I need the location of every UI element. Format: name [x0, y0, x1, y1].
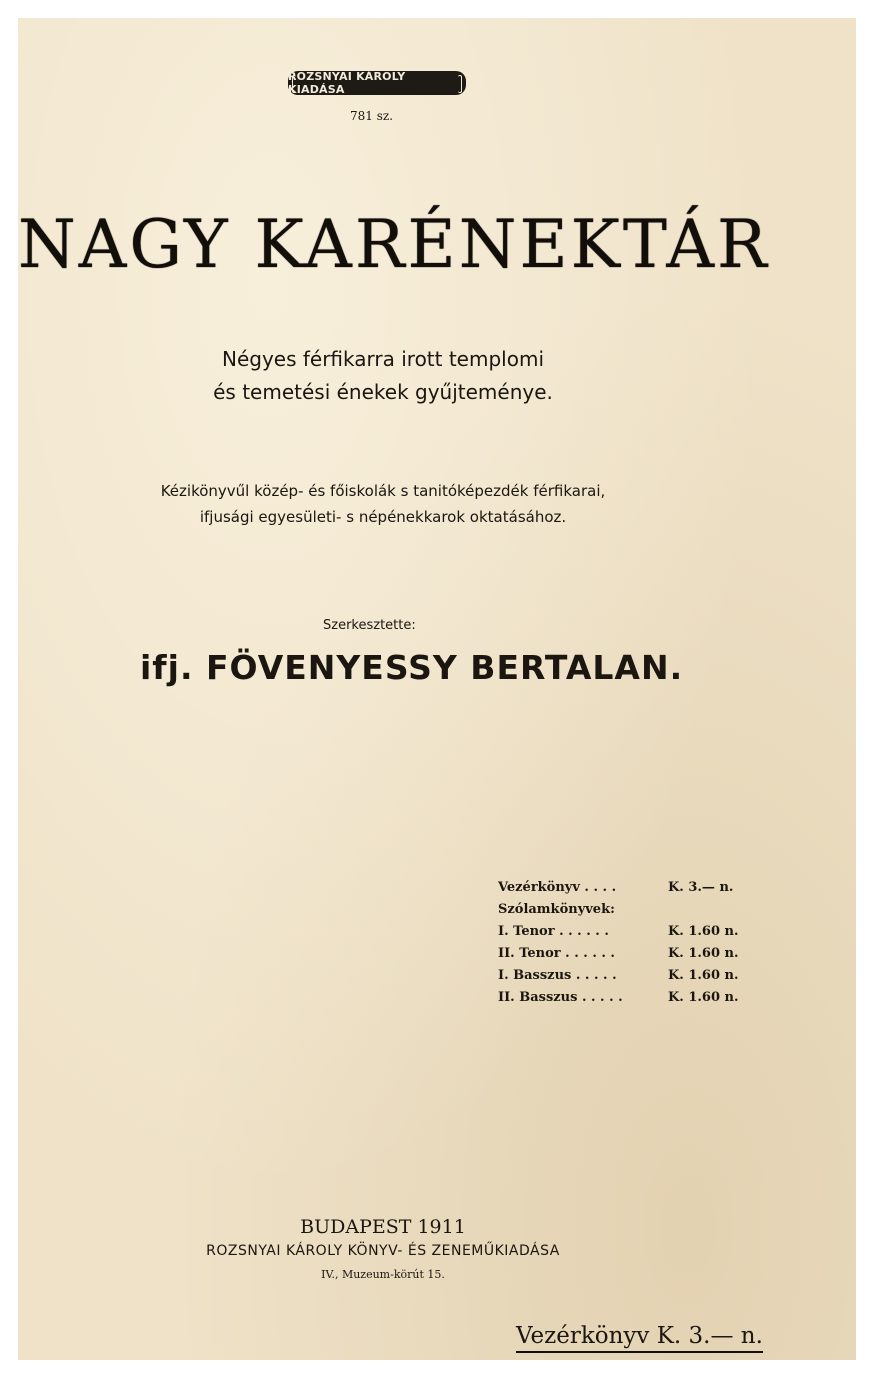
title-page: [18, 18, 856, 1360]
price-label: I. Tenor . . . . . .: [498, 923, 609, 939]
price-row: [498, 920, 748, 942]
price-value: K. 1.60 n.: [668, 923, 739, 939]
price-value: K. 1.60 n.: [668, 989, 739, 1005]
price-row: [498, 898, 748, 920]
imprint-city-year: BUDAPEST 1911: [300, 1216, 466, 1238]
price-label: I. Basszus . . . . .: [498, 967, 617, 983]
description: [18, 478, 748, 530]
subtitle: [18, 343, 748, 409]
price-value: K. 1.60 n.: [668, 945, 739, 961]
price-list: [498, 876, 748, 1008]
price-row: [498, 986, 748, 1008]
price-label: II. Basszus . . . . .: [498, 989, 623, 1005]
imprint-address: IV., Muzeum-körút 15.: [321, 1268, 445, 1281]
description-line: ifjusági egyesületi- s népénekkarok oktatásához.: [199, 508, 567, 526]
price-label: Vezérkönyv . . . .: [498, 879, 617, 895]
publisher-badge: ROZSNYAI KÁROLY KIADÁSA: [288, 71, 466, 95]
price-row: [498, 964, 748, 986]
price-row: [498, 876, 748, 898]
description-line: Kézikönyvűl közép- és főiskolák s tanitóképezdék férfikarai,: [160, 482, 606, 500]
price-label: Szólamkönyvek:: [498, 901, 615, 917]
editor-name: ifj. FÖVENYESSY BERTALAN.: [140, 648, 684, 687]
edition-number: 781 sz.: [350, 109, 394, 123]
price-label: II. Tenor . . . . . .: [498, 945, 615, 961]
editor-label: Szerkesztette:: [323, 618, 416, 633]
price-stamp: Vezérkönyv K. 3.— n.: [516, 1323, 763, 1353]
subtitle-line: Négyes férfikarra irott templomi: [221, 347, 544, 371]
price-value: K. 3.— n.: [668, 879, 734, 895]
subtitle-line: és temetési énekek gyűjteménye.: [213, 380, 553, 404]
imprint-publisher: ROZSNYAI KÁROLY KÖNYV- ÉS ZENEMŰKIADÁSA: [206, 1243, 560, 1259]
price-row: [498, 942, 748, 964]
price-value: K. 1.60 n.: [668, 967, 739, 983]
book-title: NAGY KARÉNEKTÁR: [18, 206, 770, 283]
